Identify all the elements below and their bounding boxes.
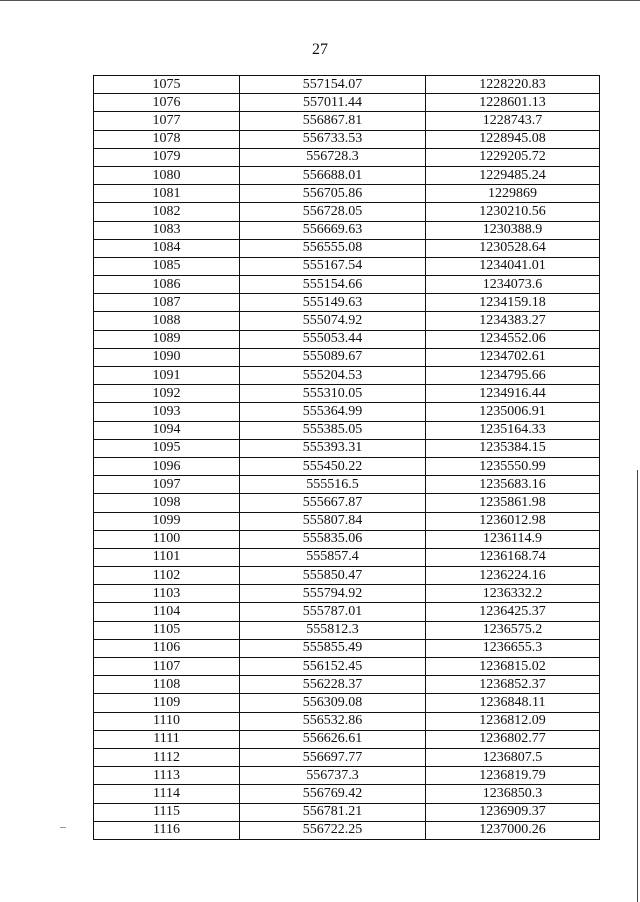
y-coordinate-cell: 1236168.74 (426, 548, 600, 566)
x-coordinate-cell: 555089.67 (240, 348, 426, 366)
y-coordinate-cell: 1236114.9 (426, 530, 600, 548)
point-number-cell: 1094 (94, 421, 240, 439)
y-coordinate-cell: 1236575.2 (426, 621, 600, 639)
table-row (94, 457, 600, 475)
table-row (94, 785, 600, 803)
table-row (94, 494, 600, 512)
x-coordinate-cell: 555812.3 (240, 621, 426, 639)
y-coordinate-cell: 1236852.37 (426, 676, 600, 694)
table-row (94, 639, 600, 657)
table-row (94, 112, 600, 130)
point-number-cell: 1114 (94, 785, 240, 803)
x-coordinate-cell: 556867.81 (240, 112, 426, 130)
y-coordinate-cell: 1228220.83 (426, 76, 600, 94)
table-row (94, 548, 600, 566)
y-coordinate-cell: 1236224.16 (426, 567, 600, 585)
point-number-cell: 1090 (94, 348, 240, 366)
point-number-cell: 1106 (94, 639, 240, 657)
y-coordinate-cell: 1230528.64 (426, 239, 600, 257)
table-row (94, 312, 600, 330)
x-coordinate-cell: 556722.25 (240, 821, 426, 839)
y-coordinate-cell: 1234073.6 (426, 276, 600, 294)
point-number-cell: 1078 (94, 130, 240, 148)
y-coordinate-cell: 1235006.91 (426, 403, 600, 421)
table-row (94, 185, 600, 203)
y-coordinate-cell: 1236332.2 (426, 585, 600, 603)
y-coordinate-cell: 1236425.37 (426, 603, 600, 621)
y-coordinate-cell: 1235550.99 (426, 457, 600, 475)
table-row (94, 476, 600, 494)
y-coordinate-cell: 1235683.16 (426, 476, 600, 494)
y-coordinate-cell: 1236850.3 (426, 785, 600, 803)
point-number-cell: 1079 (94, 148, 240, 166)
x-coordinate-cell: 555516.5 (240, 476, 426, 494)
x-coordinate-cell: 556555.08 (240, 239, 426, 257)
table-row (94, 439, 600, 457)
table-row (94, 130, 600, 148)
coordinates-table (93, 75, 600, 840)
y-coordinate-cell: 1234383.27 (426, 312, 600, 330)
x-coordinate-cell: 556737.3 (240, 767, 426, 785)
table-row (94, 767, 600, 785)
x-coordinate-cell: 555074.92 (240, 312, 426, 330)
point-number-cell: 1092 (94, 385, 240, 403)
point-number-cell: 1102 (94, 567, 240, 585)
y-coordinate-cell: 1237000.26 (426, 821, 600, 839)
y-coordinate-cell: 1236802.77 (426, 730, 600, 748)
point-number-cell: 1089 (94, 330, 240, 348)
y-coordinate-cell: 1230388.9 (426, 221, 600, 239)
table-row (94, 803, 600, 821)
x-coordinate-cell: 555857.4 (240, 548, 426, 566)
x-coordinate-cell: 555204.53 (240, 367, 426, 385)
point-number-cell: 1076 (94, 94, 240, 112)
table-row (94, 166, 600, 184)
table-row (94, 385, 600, 403)
y-coordinate-cell: 1228945.08 (426, 130, 600, 148)
table-row (94, 712, 600, 730)
x-coordinate-cell: 555787.01 (240, 603, 426, 621)
point-number-cell: 1098 (94, 494, 240, 512)
y-coordinate-cell: 1235861.98 (426, 494, 600, 512)
x-coordinate-cell: 556669.63 (240, 221, 426, 239)
table-row (94, 257, 600, 275)
x-coordinate-cell: 555167.54 (240, 257, 426, 275)
point-number-cell: 1113 (94, 767, 240, 785)
margin-mark (60, 827, 66, 828)
point-number-cell: 1100 (94, 530, 240, 548)
table-row (94, 821, 600, 839)
x-coordinate-cell: 556532.86 (240, 712, 426, 730)
x-coordinate-cell: 555667.87 (240, 494, 426, 512)
x-coordinate-cell: 555855.49 (240, 639, 426, 657)
scan-edge-line (637, 470, 638, 902)
y-coordinate-cell: 1236909.37 (426, 803, 600, 821)
table-row (94, 748, 600, 766)
x-coordinate-cell: 555835.06 (240, 530, 426, 548)
y-coordinate-cell: 1236819.79 (426, 767, 600, 785)
y-coordinate-cell: 1228743.7 (426, 112, 600, 130)
point-number-cell: 1103 (94, 585, 240, 603)
y-coordinate-cell: 1236815.02 (426, 658, 600, 676)
point-number-cell: 1112 (94, 748, 240, 766)
point-number-cell: 1082 (94, 203, 240, 221)
y-coordinate-cell: 1234795.66 (426, 367, 600, 385)
point-number-cell: 1081 (94, 185, 240, 203)
table-row (94, 203, 600, 221)
page-number: 27 (312, 41, 328, 58)
table-row (94, 730, 600, 748)
x-coordinate-cell: 556697.77 (240, 748, 426, 766)
x-coordinate-cell: 555149.63 (240, 294, 426, 312)
x-coordinate-cell: 556688.01 (240, 166, 426, 184)
table-row (94, 621, 600, 639)
x-coordinate-cell: 557011.44 (240, 94, 426, 112)
table-row (94, 94, 600, 112)
point-number-cell: 1115 (94, 803, 240, 821)
point-number-cell: 1104 (94, 603, 240, 621)
x-coordinate-cell: 556309.08 (240, 694, 426, 712)
point-number-cell: 1080 (94, 166, 240, 184)
y-coordinate-cell: 1234916.44 (426, 385, 600, 403)
y-coordinate-cell: 1229485.24 (426, 166, 600, 184)
y-coordinate-cell: 1236012.98 (426, 512, 600, 530)
x-coordinate-cell: 556781.21 (240, 803, 426, 821)
table-row (94, 294, 600, 312)
y-coordinate-cell: 1236655.3 (426, 639, 600, 657)
y-coordinate-cell: 1236848.11 (426, 694, 600, 712)
point-number-cell: 1105 (94, 621, 240, 639)
y-coordinate-cell: 1236807.5 (426, 748, 600, 766)
y-coordinate-cell: 1234159.18 (426, 294, 600, 312)
point-number-cell: 1075 (94, 76, 240, 94)
x-coordinate-cell: 555807.84 (240, 512, 426, 530)
table-row (94, 585, 600, 603)
y-coordinate-cell: 1235384.15 (426, 439, 600, 457)
x-coordinate-cell: 555850.47 (240, 567, 426, 585)
x-coordinate-cell: 555154.66 (240, 276, 426, 294)
x-coordinate-cell: 556152.45 (240, 658, 426, 676)
y-coordinate-cell: 1229205.72 (426, 148, 600, 166)
point-number-cell: 1116 (94, 821, 240, 839)
table-row (94, 403, 600, 421)
table-row (94, 348, 600, 366)
table-row (94, 512, 600, 530)
x-coordinate-cell: 555385.05 (240, 421, 426, 439)
table-row (94, 276, 600, 294)
table-row (94, 330, 600, 348)
x-coordinate-cell: 556733.53 (240, 130, 426, 148)
point-number-cell: 1077 (94, 112, 240, 130)
point-number-cell: 1111 (94, 730, 240, 748)
y-coordinate-cell: 1234041.01 (426, 257, 600, 275)
x-coordinate-cell: 556705.86 (240, 185, 426, 203)
x-coordinate-cell: 556228.37 (240, 676, 426, 694)
point-number-cell: 1093 (94, 403, 240, 421)
table-row (94, 603, 600, 621)
table-row (94, 221, 600, 239)
table-row (94, 694, 600, 712)
x-coordinate-cell: 556728.3 (240, 148, 426, 166)
coordinates-table-body (94, 76, 600, 840)
point-number-cell: 1085 (94, 257, 240, 275)
x-coordinate-cell: 555364.99 (240, 403, 426, 421)
point-number-cell: 1091 (94, 367, 240, 385)
table-row (94, 530, 600, 548)
point-number-cell: 1084 (94, 239, 240, 257)
table-row (94, 239, 600, 257)
table-row (94, 567, 600, 585)
point-number-cell: 1086 (94, 276, 240, 294)
table-row (94, 76, 600, 94)
point-number-cell: 1096 (94, 457, 240, 475)
x-coordinate-cell: 555053.44 (240, 330, 426, 348)
point-number-cell: 1109 (94, 694, 240, 712)
y-coordinate-cell: 1236812.09 (426, 712, 600, 730)
table-row (94, 367, 600, 385)
point-number-cell: 1099 (94, 512, 240, 530)
x-coordinate-cell: 557154.07 (240, 76, 426, 94)
point-number-cell: 1101 (94, 548, 240, 566)
y-coordinate-cell: 1235164.33 (426, 421, 600, 439)
x-coordinate-cell: 556769.42 (240, 785, 426, 803)
y-coordinate-cell: 1228601.13 (426, 94, 600, 112)
y-coordinate-cell: 1234702.61 (426, 348, 600, 366)
x-coordinate-cell: 555310.05 (240, 385, 426, 403)
table-row (94, 148, 600, 166)
point-number-cell: 1097 (94, 476, 240, 494)
point-number-cell: 1095 (94, 439, 240, 457)
table-row (94, 676, 600, 694)
point-number-cell: 1087 (94, 294, 240, 312)
y-coordinate-cell: 1230210.56 (426, 203, 600, 221)
point-number-cell: 1083 (94, 221, 240, 239)
point-number-cell: 1088 (94, 312, 240, 330)
x-coordinate-cell: 556728.05 (240, 203, 426, 221)
table-row (94, 421, 600, 439)
x-coordinate-cell: 555393.31 (240, 439, 426, 457)
table-row (94, 658, 600, 676)
point-number-cell: 1110 (94, 712, 240, 730)
y-coordinate-cell: 1234552.06 (426, 330, 600, 348)
x-coordinate-cell: 555794.92 (240, 585, 426, 603)
top-edge-rule (0, 0, 640, 1)
x-coordinate-cell: 555450.22 (240, 457, 426, 475)
point-number-cell: 1108 (94, 676, 240, 694)
point-number-cell: 1107 (94, 658, 240, 676)
x-coordinate-cell: 556626.61 (240, 730, 426, 748)
y-coordinate-cell: 1229869 (426, 185, 600, 203)
